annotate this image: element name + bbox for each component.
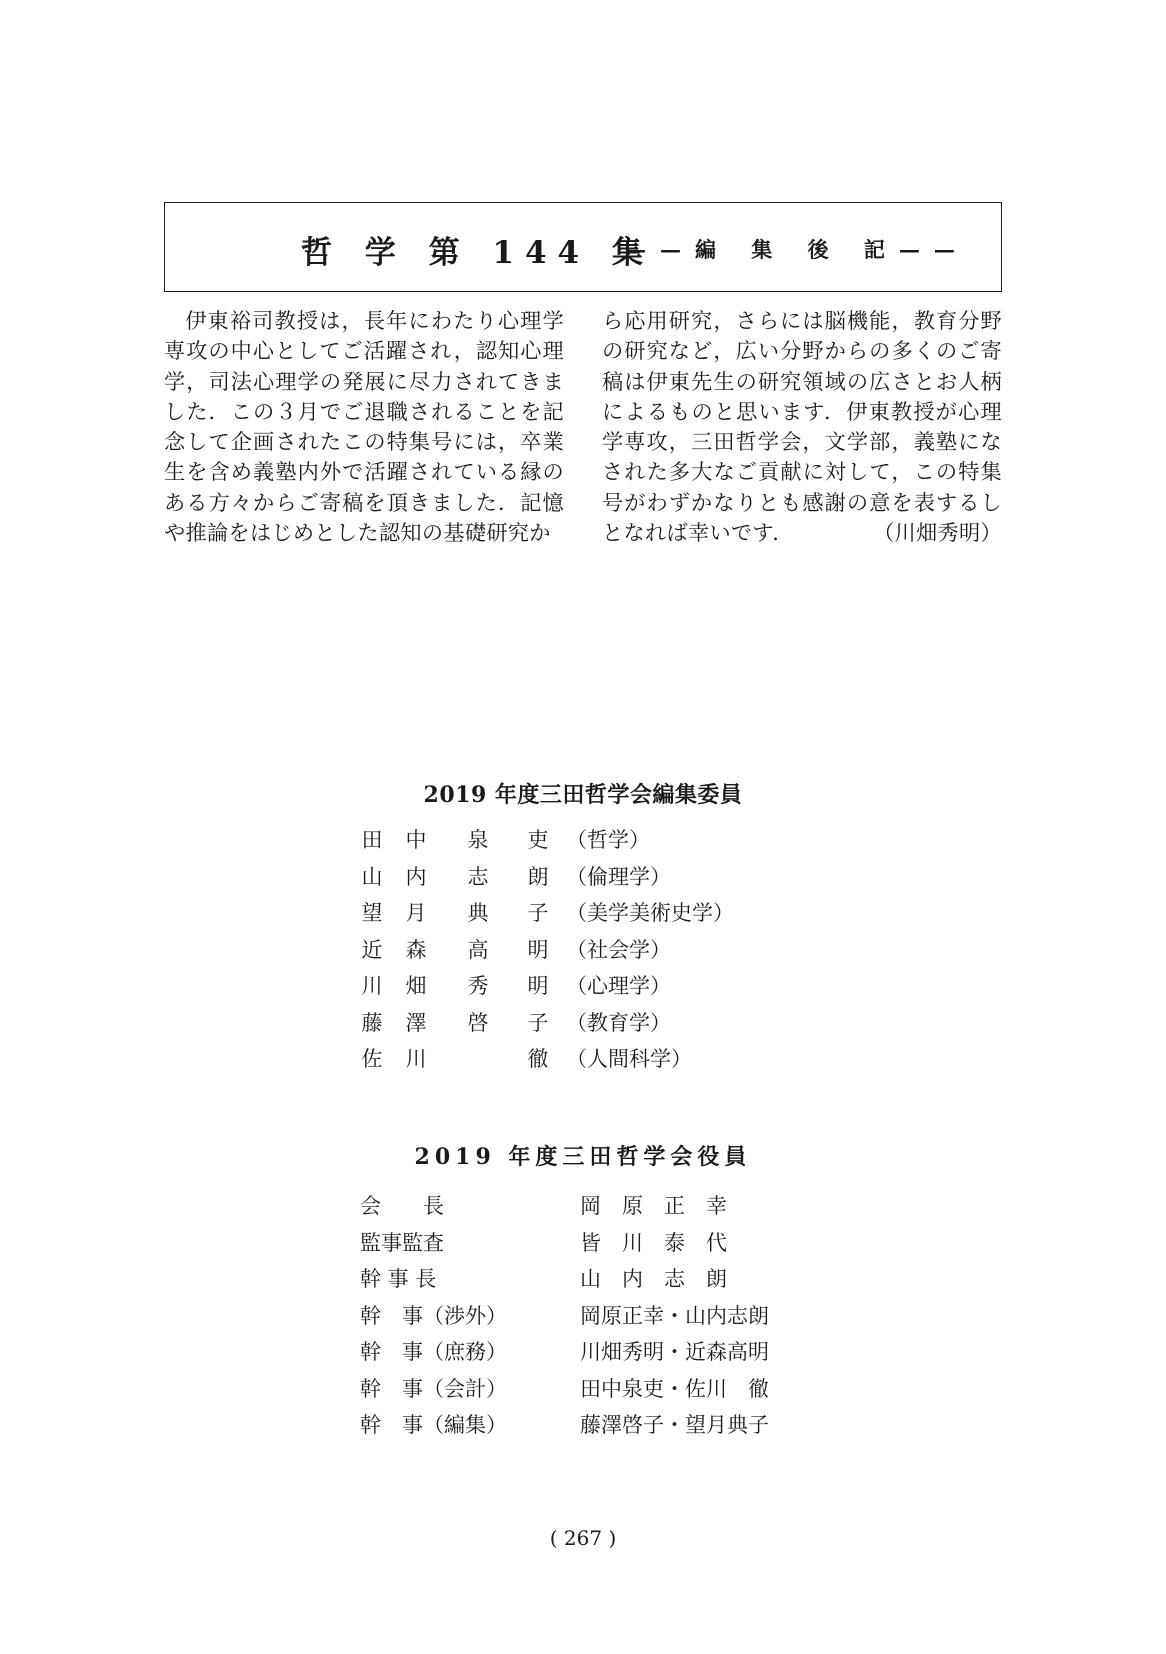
officer-list [360, 1190, 820, 1446]
officer-role: 幹 事（会計） [360, 1376, 507, 1401]
member-name-char: 高 [467, 937, 489, 962]
member-name-char: 秀 [467, 974, 489, 998]
officer-role: 監事監査 [360, 1230, 444, 1255]
member-name-char: 佐 [361, 1047, 383, 1071]
afterword-signature: （川畑秀明） [873, 520, 1002, 546]
afterword-right-body: ら応用研究，さらには脳機能，教育分野の研究など，広い分野からの多くのご寄稿は伊東先生の研究領域の広さとお人柄によるものと思います．伊東教授が心理学専攻，三田哲学会，文学部，義塾になされた多大なご貢献に対して，この特集号がわずかなりとも感謝の意を表するしとなれば幸いです． [602, 308, 1002, 546]
officer-role: 幹 事 長 [360, 1267, 437, 1291]
member-name-char: 徹 [527, 1047, 549, 1071]
officer-row [360, 1190, 820, 1227]
member-name-char: 中 [405, 828, 427, 852]
afterword-right-text [602, 306, 1002, 548]
officer-row [360, 1373, 820, 1410]
officer-role: 会 長 [360, 1194, 444, 1218]
committee-title: 2019 年度三田哲学会編集委員 [423, 782, 743, 808]
member-name-char: 澤 [405, 1010, 427, 1035]
member-name-char: 田 [361, 828, 383, 852]
officers-title: 2019 年度三田哲学会役員 [414, 1144, 752, 1170]
officer-row [360, 1300, 820, 1337]
officer-name: 藤澤啓子・望月典子 [580, 1413, 769, 1437]
member-name-char: 朗 [527, 864, 549, 889]
member-department: （哲学） [566, 828, 650, 852]
officer-name: 川畑秀明・近森高明 [580, 1340, 769, 1364]
member-name-char: 近 [361, 937, 383, 962]
officer-name: 山 内 志 朗 [580, 1267, 727, 1291]
member-name-char: 明 [527, 937, 549, 962]
member-name-char: 啓 [467, 1010, 489, 1035]
member-name-char: 望 [361, 901, 383, 925]
officer-name: 田中泉吏・佐川 徹 [580, 1376, 769, 1401]
member-department: （社会学） [566, 937, 671, 962]
member-name-char: 森 [405, 937, 427, 962]
member-name-char: 吏 [527, 828, 549, 852]
member-name-char: 山 [361, 864, 383, 889]
member-department: （倫理学） [566, 864, 671, 889]
page-number: ( 267 ) [549, 1526, 617, 1550]
member-name-char: 明 [527, 974, 549, 998]
member-name-char: 川 [361, 974, 383, 998]
member-department: （心理学） [566, 974, 671, 998]
officer-name: 岡原正幸・山内志朗 [580, 1303, 769, 1328]
member-name-char: 畑 [405, 974, 427, 998]
afterword-right-column [602, 306, 1002, 548]
member-name-char: 子 [527, 1010, 549, 1035]
member-name-char: 川 [405, 1047, 427, 1071]
member-name-char: 藤 [361, 1010, 383, 1035]
member-name-char: 月 [405, 901, 427, 925]
member-department: （教育学） [566, 1010, 671, 1035]
officer-role: 幹 事（渉外） [360, 1303, 507, 1328]
member-department: （人間科学） [566, 1047, 692, 1071]
officer-name: 皆 川 泰 代 [580, 1230, 727, 1255]
officer-role: 幹 事（庶務） [360, 1340, 507, 1364]
officer-row [360, 1263, 820, 1300]
officer-row [360, 1409, 820, 1446]
member-name-char: 志 [467, 864, 489, 889]
member-name-char: 内 [405, 864, 427, 889]
journal-title: 哲 学 第 144 集 [301, 235, 654, 271]
afterword-left-text: 伊東裕司教授は，長年にわたり心理学専攻の中心としてご活躍され，認知心理学，司法心理学の発展に尽力されてきました．この３月でご退職されることを記念して企画されたこの特集号には，卒業生を含め義塾内外で活躍されている縁のある方々からご寄稿を頂きました．記憶や推論をはじめとした認知の基礎研究か [164, 308, 564, 546]
officer-row [360, 1227, 820, 1264]
member-name-char: 子 [527, 901, 549, 925]
member-name-char: 泉 [467, 828, 489, 852]
member-name-char: 典 [467, 901, 489, 925]
officer-role: 幹 事（編集） [360, 1413, 507, 1437]
title-box [164, 202, 1002, 292]
officer-name: 岡 原 正 幸 [580, 1194, 727, 1218]
section-subtitle: ——編 集 後 記—— [625, 237, 969, 262]
afterword-left-column [164, 306, 564, 548]
member-department: （美学美術史学） [566, 901, 734, 925]
officer-row [360, 1336, 820, 1373]
